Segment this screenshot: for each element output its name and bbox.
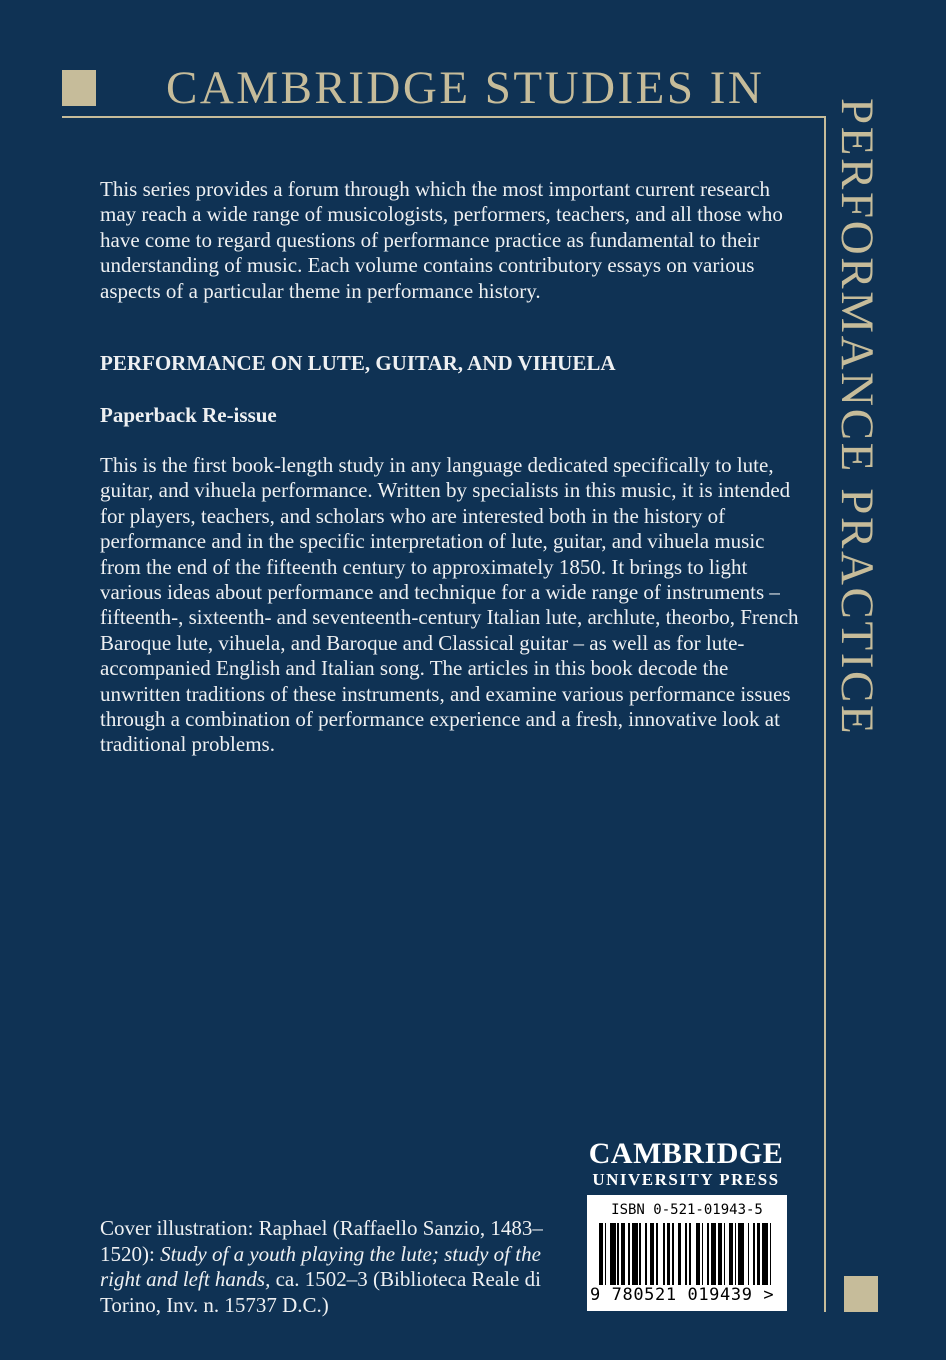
barcode-bar: [718, 1223, 722, 1285]
barcode-bar: [738, 1223, 744, 1285]
barcode-bar: [678, 1223, 682, 1285]
isbn-label: ISBN 0-521-01943-5: [611, 1202, 763, 1218]
barcode-bar: [748, 1223, 750, 1285]
book-title: PERFORMANCE ON LUTE, GUITAR, AND VIHUELA: [100, 351, 616, 375]
series-title-vertical: PERFORMANCE PRACTICE: [831, 98, 883, 737]
barcode-bar: [663, 1223, 665, 1285]
barcode-bar: [770, 1223, 772, 1285]
barcode-bar: [672, 1223, 674, 1285]
barcode-bar: [632, 1223, 638, 1285]
barcode-bar: [617, 1223, 619, 1285]
barcode-bars: [599, 1223, 775, 1285]
barcode-bar: [762, 1223, 768, 1285]
decorative-square-top: [62, 70, 96, 106]
barcode-bar: [757, 1223, 761, 1285]
series-description: This series provides a forum through which the most important current research may reach a wide range of musicologists, performers, teachers, and all those who have come to regard questions of performance practice as fundamental to their understanding of music. Each volume contains contributory essays on various aspects of a particular theme in performance history.: [100, 177, 783, 303]
barcode-bar: [729, 1223, 733, 1285]
publisher-name: CAMBRIDGE: [588, 1137, 784, 1170]
frame-rule-vertical: [824, 116, 826, 1312]
credit-prefix: Cover illustration: Raphael (Raffaello Sanzio, 1483–1520):: [100, 1216, 543, 1266]
publisher-logo: [586, 1138, 786, 1190]
publisher-subname: UNIVERSITY PRESS: [592, 1170, 780, 1189]
barcode-bar: [628, 1223, 630, 1285]
barcode-bar: [685, 1223, 687, 1285]
barcode-bar: [621, 1223, 625, 1285]
frame-rule-horizontal: [62, 116, 826, 118]
decorative-square-bottom: [844, 1276, 878, 1312]
credit-work-title: Study of a youth playing the lute; study of the right and left hands,: [100, 1241, 541, 1291]
barcode-bar: [707, 1223, 709, 1285]
barcode-bar: [667, 1223, 671, 1285]
barcode-bar: [605, 1223, 607, 1285]
barcode-bar: [639, 1223, 641, 1285]
barcode-bar: [689, 1223, 691, 1285]
book-description: This is the first book-length study in any language dedicated specifically to lute, guitar, and vihuela performance. Written by specialists in this music, it is intended for players, teachers, and scholars who are interested both in the history of performance and in the specific interpretation of lute, guitar, and vihuela music from the end of the fifteenth century to approximately 1850. It brings to light various ideas about performance and technique for a wide range of instruments – fifteenth-, sixteenth- and seventeenth-century Italian lute, archlute, theorbo, French Baroque lute, vihuela, and Baroque and Classical guitar – as well as for lute-accompanied English and Italian song. The articles in this book decode the unwritten traditions of these instruments, and examine various performance issues through a combination of performance experience and a fresh, innovative look at traditional problems.: [100, 453, 799, 757]
barcode-bar: [650, 1223, 654, 1285]
barcode-bar: [610, 1223, 616, 1285]
barcode-bar: [753, 1223, 755, 1285]
barcode-bar: [599, 1223, 603, 1285]
barcode-bar: [645, 1223, 647, 1285]
ean-digits: 9 780521 019439 >: [590, 1285, 775, 1305]
barcode-bar: [702, 1223, 704, 1285]
barcode-bar: [696, 1223, 700, 1285]
series-title-horizontal: CAMBRIDGE STUDIES IN: [166, 62, 765, 114]
edition-label: Paperback Re-issue: [100, 403, 277, 427]
barcode-bar: [735, 1223, 737, 1285]
credit-suffix: ca. 1502–3 (Biblioteca Reale di Torino, Inv. n. 15737 D.C.): [100, 1267, 541, 1317]
barcode-bar: [711, 1223, 717, 1285]
barcode: [587, 1195, 787, 1311]
barcode-bar: [724, 1223, 726, 1285]
cover-illustration-credit: [100, 1216, 570, 1318]
barcode-bar: [656, 1223, 658, 1285]
